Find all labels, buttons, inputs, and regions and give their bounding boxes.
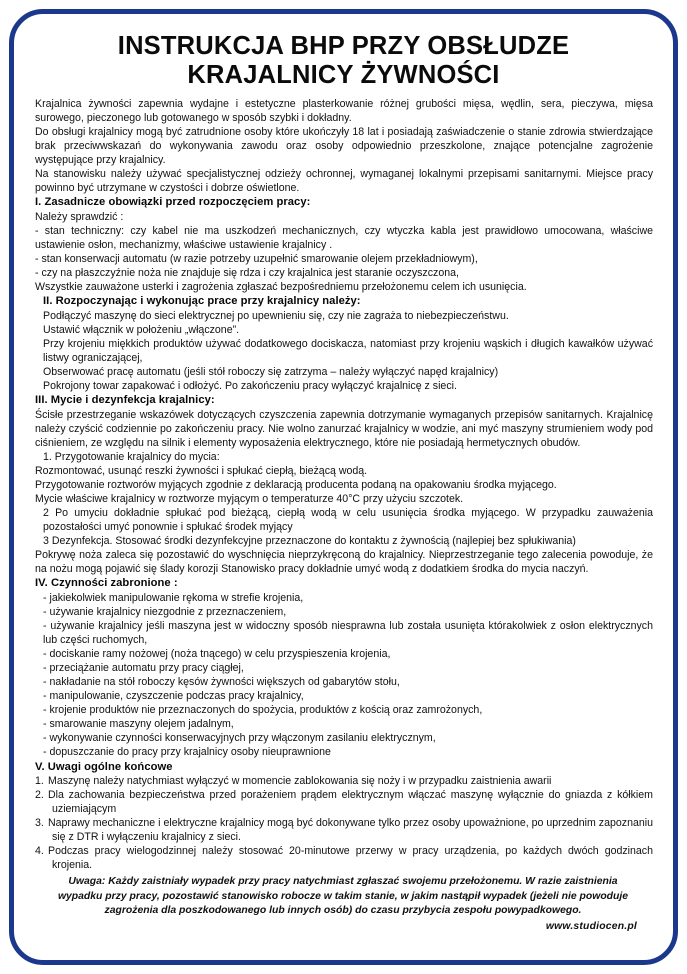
section-4-item: - smarowanie maszyny olejem jadalnym, [43,718,234,731]
section-5-item-text: Podczas pracy wielogodzinnej należy stosować 20-minutowe przerwy w pracy urządzenia, po każdych dwóch godzinach krojenia. [48,845,653,872]
section-2-item: Obserwować pracę automatu (jeśli stół roboczy się zatrzyma – należy wyłączyć napęd krajalnicy) [43,366,499,379]
section-3-heading: III. Mycie i dezynfekcja krajalnicy: [35,394,215,407]
section-1-item: - stan konserwacji automatu (w razie potrzeby uzupełnić smarowanie olejem przekładniowym), [35,253,478,266]
page-title-line-1: INSTRUKCJA BHP PRZY OBSŁUDZE [117,32,570,60]
section-5-item-text: Maszynę należy natychmiast wyłączyć w momencie zablokowania się noży i w przypadku zaistnienia awarii [48,775,552,788]
section-4-item: - nakładanie na stół roboczy kęsów żywności większych od gabarytów stołu, [43,676,400,689]
section-5-item [35,788,653,816]
poster-body [28,97,659,934]
section-5-heading: V. Uwagi ogólne końcowe [35,760,173,773]
section-2-heading: II. Rozpoczynając i wykonując prace przy krajalnicy należy: [43,295,361,308]
section-5-item [35,774,653,788]
page-title [28,32,659,90]
section-2-item: Przy krojeniu miękkich produktów używać dodatkowego dociskacza, natomiast przy krojeniu wąskich i długich kawałków używać listwy ograniczającej, [43,338,653,365]
section-3-step-1b: Przygotowanie roztworów myjących zgodnie z deklaracją producenta podaną na opakowaniu środka myjącego. [35,479,557,492]
instruction-poster [9,9,678,965]
section-3-closing: Pokrywę noża zaleca się pozostawić do wyschnięcia nieprzykręconą do krajalnicy. Nieprzestrzeganie tego zalecenia powoduje, że na nożu mogą pojawić się ślady korozji Stanowisko pracy dokładnie umyć wodą z dodatkiem środka do mycia naczyń. [35,549,653,576]
section-4-item: - używanie krajalnicy niezgodnie z przeznaczeniem, [43,606,287,618]
section-5-item-number: 4. [35,845,44,858]
section-2-item: Pokrojony towar zapakować i odłożyć. Po zakończeniu pracy wyłączyć krajalnicę z sieci. [43,380,457,393]
section-4-item: - wykonywanie czynności konserwacyjnych przy włączonym zasilaniu elektrycznym, [43,732,436,745]
warning-note [35,875,653,918]
intro-paragraph-3: Na stanowisku należy używać specjalistycznej odzieży ochronnej, wymaganej lokalnymi przepisami sanitarnymi. Miejsce pracy powinno być utrzymane w czystości i dobrze oświetlone. [35,168,653,195]
section-4-item: - przeciążanie automatu przy pracy ciągłej, [43,662,244,675]
section-4-item: - manipulowanie, czyszczenie podczas pracy krajalnicy, [43,690,304,703]
section-5-item [35,816,653,844]
intro-paragraph-2: Do obsługi krajalnicy mogą być zatrudnione osoby które ukończyły 18 lat i posiadają zaświadczenie o stanie zdrowia stwierdzające brak przeciwwskazań do wykonywania zawodu oraz osoby odpowiednio przeszkolone, znające potencjalne zagrożenie występujące przy krajalnicy. [35,126,653,167]
section-3-step-1a: Rozmontować, usunąć reszki żywności i spłukać ciepłą, bieżącą wodą. [35,464,368,477]
section-3-step-1c: Mycie właściwe krajalnicy w roztworze myjącym o temperaturze 40°C przy użyciu szczotek. [35,493,464,506]
warning-note-label: Uwaga: [68,876,106,888]
section-4-item: - dopuszczanie do pracy przy krajalnicy osoby nieuprawnione [43,746,331,759]
section-4-heading: IV. Czynności zabronione : [35,577,178,590]
section-4-item: - jakiekolwiek manipulowanie rękoma w strefie krojenia, [43,591,304,604]
section-1-heading: I. Zasadnicze obowiązki przed rozpoczęciem pracy: [35,196,311,209]
poster-sheet [14,14,673,960]
section-5-item-number: 2. [35,789,44,802]
page-title-line-2: KRAJALNICY ŻYWNOŚCI [187,61,500,90]
section-2-item: Ustawić włącznik w położeniu „włączone”. [43,323,240,336]
section-1-item: - czy na płaszczyźnie noża nie znajduje się rdza i czy krajalnica jest staranie oczyszczona, [35,267,459,280]
section-5-item [35,844,653,872]
section-4-item: - dociskanie ramy nożowej (noża tnącego) w celu przyspieszenia krojenia, [43,648,391,661]
footer-website: www.studiocen.pl [545,921,637,933]
section-1-item: - stan techniczny: czy kabel nie ma uszkodzeń mechanicznych, czy wtyczka kabla jest prawidłowo umocowana, właściwe ustawienie osłon, mechanizmy, właściwe ustawienie krajalnicy . [35,225,653,252]
section-3-intro: Ścisłe przestrzeganie wskazówek dotyczących czyszczenia zapewnia dotrzymanie wymaganych przepisów sanitarnych. Krajalnicę należy czyścić codziennie po zakończeniu pracy. Nie wolno zanurzać krajalnicy w wodzie, ani myć maszyny strumieniem wody pod ciśnieniem, ze względu na silnik i elementy wyposażenia elektrycznego, które nie posiadają hermetycznych obudów. [35,408,653,449]
section-3-step-1-title: 1. Przygotowanie krajalnicy do mycia: [43,450,220,463]
warning-note-text: Każdy zaistniały wypadek przy pracy natychmiast zgłaszać swojemu przełożonemu. W razie zaistnienia wypadku przy pracy, pozostawić stanowisko robocze w takim stanie, w jakim nastąpił wypadek (jeżeli nie powoduje zagrożenia dla poszkodowanego lub innych osób) do czasu przybycia zespołu powypadkowego. [57,876,629,916]
section-2-item: Podłączyć maszynę do sieci elektrycznej po upewnieniu się, czy nie zagraża to niebezpieczeństwu. [43,309,509,322]
section-1-closing: Wszystkie zauważone usterki i zagrożenia zgłaszać bezpośredniemu przełożonemu celem ich usunięcia. [35,281,527,294]
intro-paragraph-1: Krajalnica żywności zapewnia wydajne i estetyczne plasterkowanie różnej grubości mięsa, wędlin, sera, pieczywa, mięsa surowego, pieczonego lub gotowanego w sposób szybki i dokładny. [35,98,653,125]
section-4-item: - krojenie produktów nie przeznaczonych do spożycia, produktów z kością oraz zamrożonych, [43,704,483,717]
section-5-item-text: Dla zachowania bezpieczeństwa przed porażeniem prądem elektrycznym włączać maszynę wyłącznie do gniazda z kółkiem uziemiającym [48,789,653,816]
section-5-item-number: 3. [35,817,44,830]
section-5-item-text: Naprawy mechaniczne i elektryczne krajalnicy mogą być dokonywane tylko przez osoby upoważnione, po uprzednim zapoznaniu się z DTR i wyłączeniu krajalnicy z sieci. [48,817,653,844]
section-5-item-number: 1. [35,775,44,788]
section-3-step-2: 2 Po umyciu dokładnie spłukać pod bieżącą, ciepłą wodą w celu usunięcia środka myjącego. W przypadku zauważenia pozostałości umyć ponownie i spłukać środek myjący [43,507,653,534]
section-4-item: - używanie krajalnicy jeśli maszyna jest w widoczny sposób niesprawna lub została usunięta którakolwiek z osłon elektrycznych lub części ruchomych, [43,620,653,647]
section-3-step-3: 3 Dezynfekcja. Stosować środki dezynfekcyjne przeznaczone do kontaktu z żywnością (najlepiej bez spłukiwania) [43,535,576,548]
section-1-lead: Należy sprawdzić : [35,211,124,224]
